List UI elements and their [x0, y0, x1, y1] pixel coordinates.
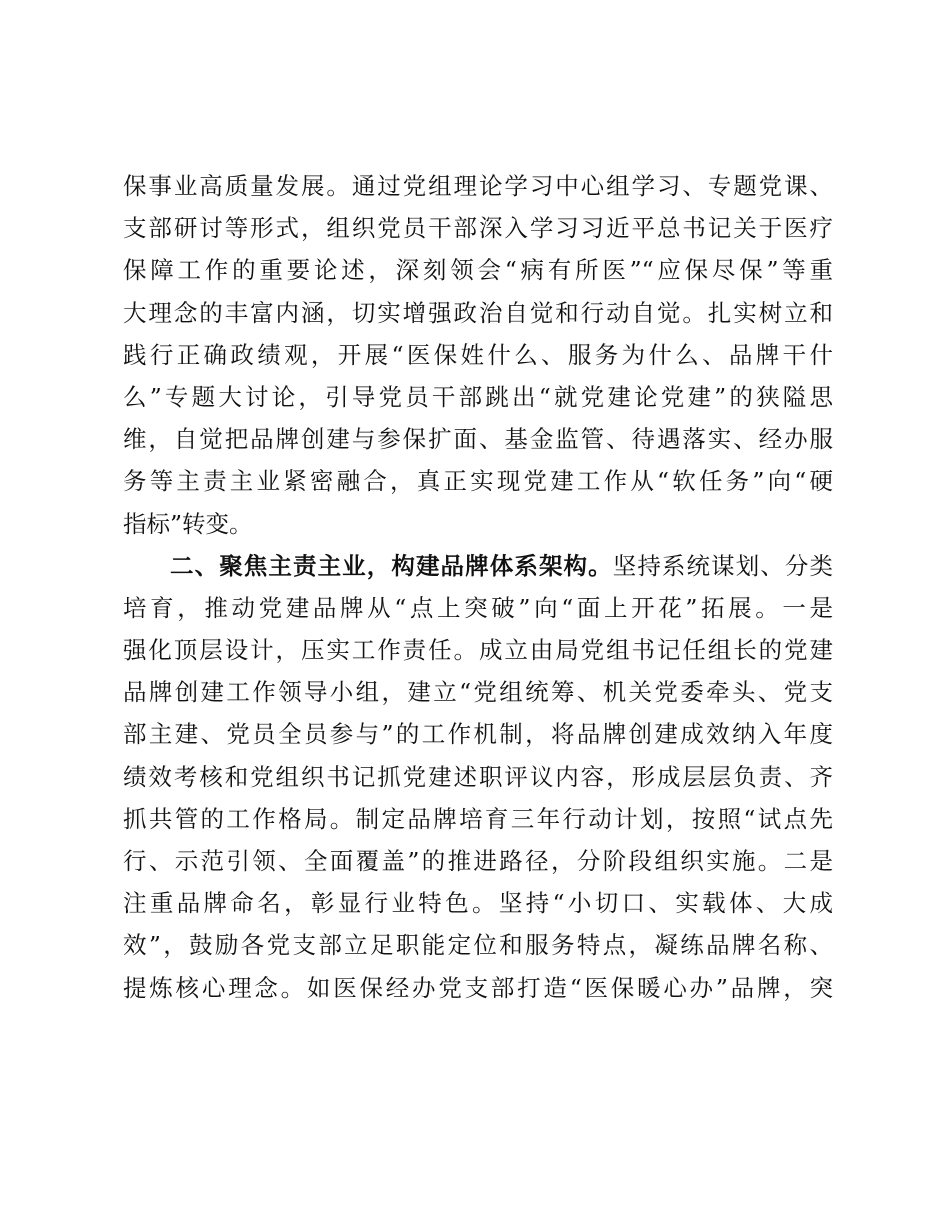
- paragraph-1: [123, 165, 833, 545]
- section-heading-line: [123, 545, 833, 587]
- text-line: 支部研讨等形式，组织党员干部深入学习习近平总书记关于医疗: [123, 214, 833, 243]
- text-line: 提炼核心理念。如医保经办党支部打造“医保暖心办”品牌，突: [123, 973, 833, 1002]
- text-run: 坚持系统谋划、分类: [612, 551, 834, 580]
- text-line: 品牌创建工作领导小组，建立“党组统筹、机关党委牵头、党支: [123, 678, 833, 707]
- text-line: 强化顶层设计，压实工作责任。成立由局党组书记任组长的党建: [123, 636, 833, 665]
- paragraph-2: [123, 545, 833, 1009]
- section-heading: 二、聚焦主责主业，构建品牌体系架构。: [170, 551, 613, 580]
- text-line: 绩效考核和党组织书记抓党建述职评议内容，形成层层负责、齐: [123, 762, 833, 791]
- text-line: 务等主责主业紧密融合，真正实现党建工作从“软任务”向“硬: [123, 467, 833, 496]
- text-line: 部主建、党员全员参与”的工作机制，将品牌创建成效纳入年度: [123, 720, 833, 749]
- text-line: 么”专题大讨论，引导党员干部跳出“就党建论党建”的狭隘思: [123, 382, 833, 411]
- document-body: [123, 165, 833, 1009]
- text-line: 践行正确政绩观，开展“医保姓什么、服务为什么、品牌干什: [123, 340, 833, 369]
- text-line: 行、示范引领、全面覆盖”的推进路径，分阶段组织实施。二是: [123, 847, 833, 875]
- text-line: 指标”转变。: [123, 509, 253, 538]
- text-line: 维，自觉把品牌创建与参保扩面、基金监管、待遇落实、经办服: [123, 425, 833, 454]
- text-line: 保障工作的重要论述，深刻领会“病有所医”“应保尽保”等重: [123, 256, 833, 285]
- text-line: 注重品牌命名，彰显行业特色。坚持“小切口、实载体、大成: [123, 889, 833, 918]
- text-line: 保事业高质量发展。通过党组理论学习中心组学习、专题党课、: [123, 172, 833, 200]
- text-line: 抓共管的工作格局。制定品牌培育三年行动计划，按照“试点先: [123, 804, 833, 833]
- text-line: 效”，鼓励各党支部立足职能定位和服务特点，凝练品牌名称、: [123, 931, 833, 960]
- text-line: 大理念的丰富内涵，切实增强政治自觉和行动自觉。扎实树立和: [123, 298, 833, 327]
- text-line: 培育，推动党建品牌从“点上突破”向“面上开花”拓展。一是: [123, 593, 833, 622]
